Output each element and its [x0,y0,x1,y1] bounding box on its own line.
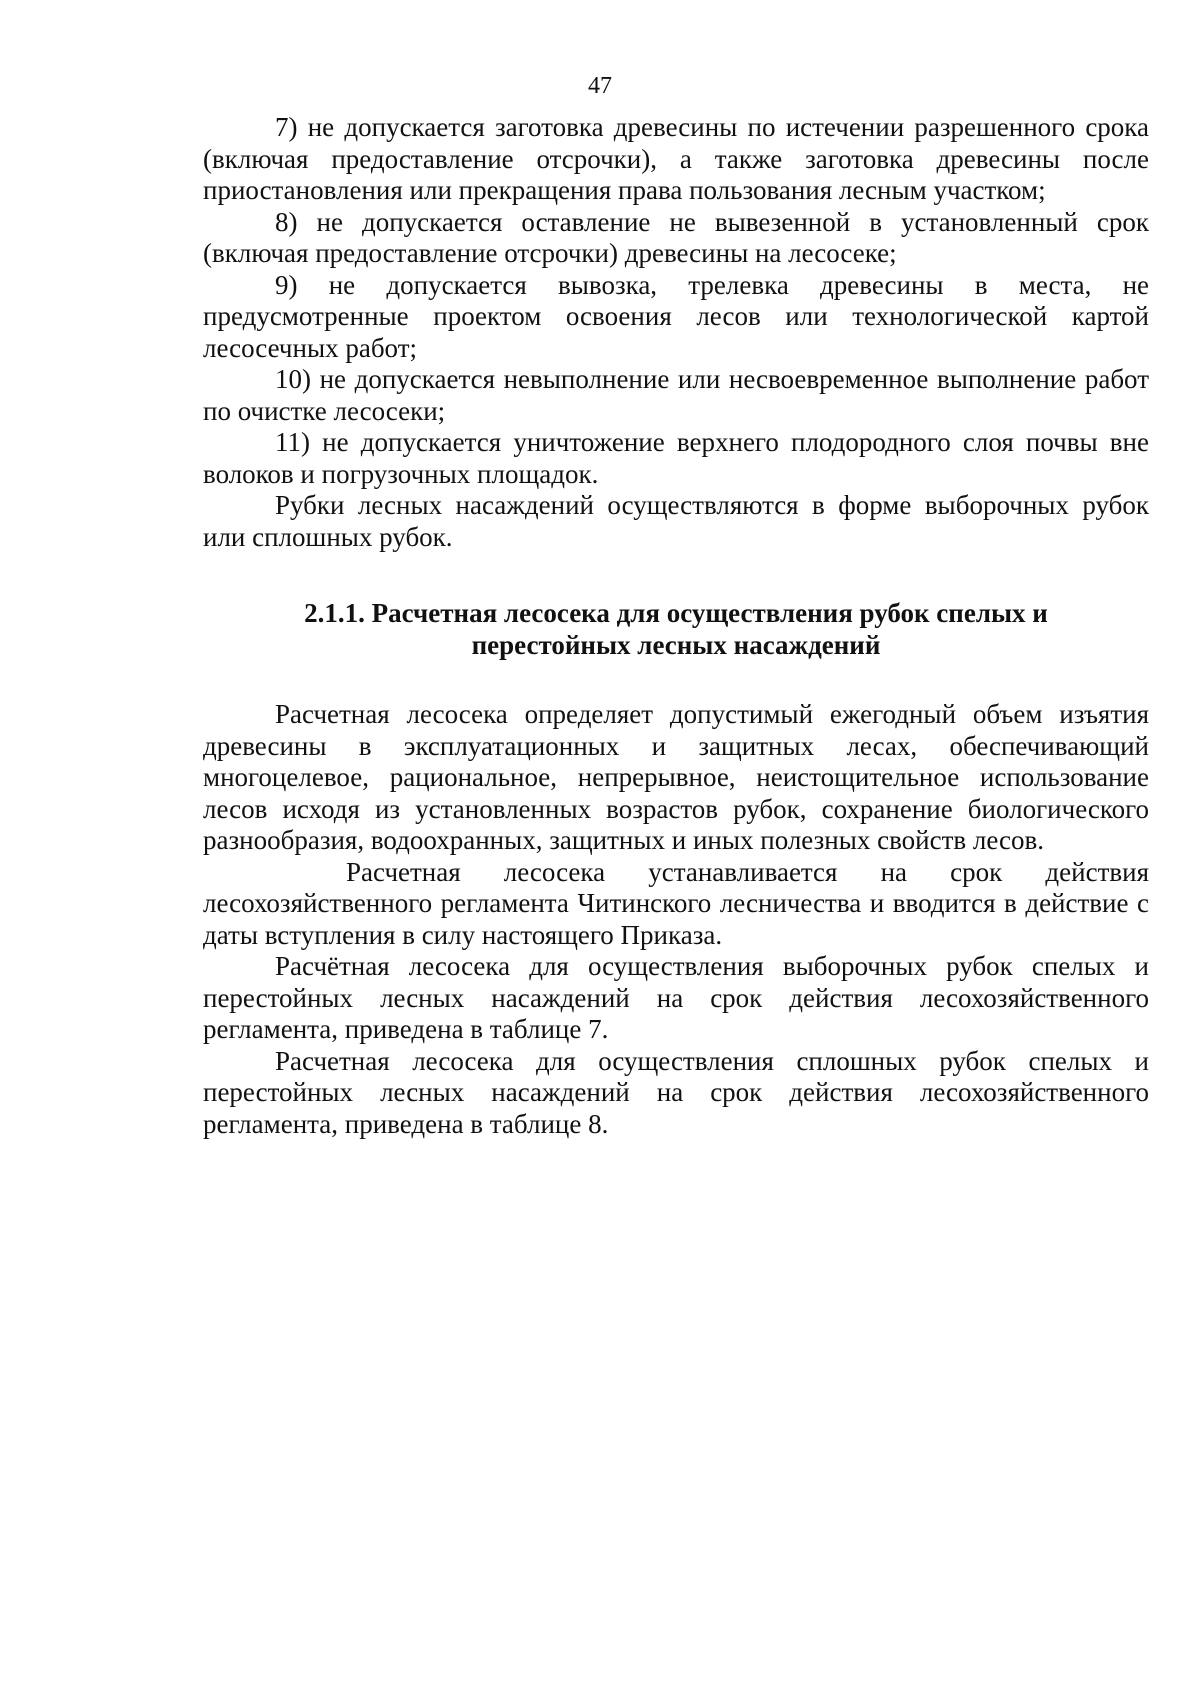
list-item-10: 10) не допускается невыполнение или несвоевременное выполнение работ по очистке лесосеки; [203,364,1149,426]
section-heading: 2.1.1. Расчетная лесосека для осуществления рубок спелых и перестойных лесных насаждений [304,598,1048,660]
page-body [203,112,1149,1140]
prohibitions-list [203,112,1149,490]
spacer [203,553,1149,567]
list-item-7: 7) не допускается заготовка древесины по истечении разрешенного срока (включая предоставление отсрочки), а также заготовка древесины после приостановления или прекращения права пользования лесным участком; [203,112,1149,205]
page-number: 47 [588,73,612,99]
section-paragraph: Расчетная лесосека определяет допустимый ежегодный объем изъятия древесины в эксплуатационных и защитных лесах, обеспечивающий многоцелевое, рациональное, непрерывное, неистощительное использование лесов исходя из установленных возрастов рубок, сохранение биологического разнообразия, водоохранных, защитных и иных полезных свойств лесов. [203,699,1149,855]
felling-forms-paragraph: Рубки лесных насаждений осуществляются в форме выборочных рубок или сплошных рубок. [203,490,1149,552]
list-item-9: 9) не допускается вывозка, трелевка древесины в места, не предусмотренные проектом освоения лесов или технологической картой лесосечных работ; [203,269,1149,363]
section-paragraph: Расчетная лесосека для осуществления сплошных рубок спелых и перестойных лесных насаждений на срок действия лесохозяйственного регламента, приведена в таблице 8. [203,1045,1149,1139]
list-item-8: 8) не допускается оставление не вывезенной в установленный срок (включая предоставление отсрочки) древесины на лесосеке; [203,206,1149,268]
section-paragraph: Расчетная лесосека устанавливается на срок действия лесохозяйственного регламента Читинского лесничества и вводится в действие с даты вступления в силу настоящего Приказа. [203,856,1149,950]
section-paragraph: Расчётная лесосека для осуществления выборочных рубок спелых и перестойных лесных насаждений на срок действия лесохозяйственного регламента, приведена в таблице 7. [203,951,1149,1044]
section-body [203,699,1149,1140]
list-item-11: 11) не допускается уничтожение верхнего плодородного слоя почвы вне волоков и погрузочных площадок. [203,427,1149,489]
